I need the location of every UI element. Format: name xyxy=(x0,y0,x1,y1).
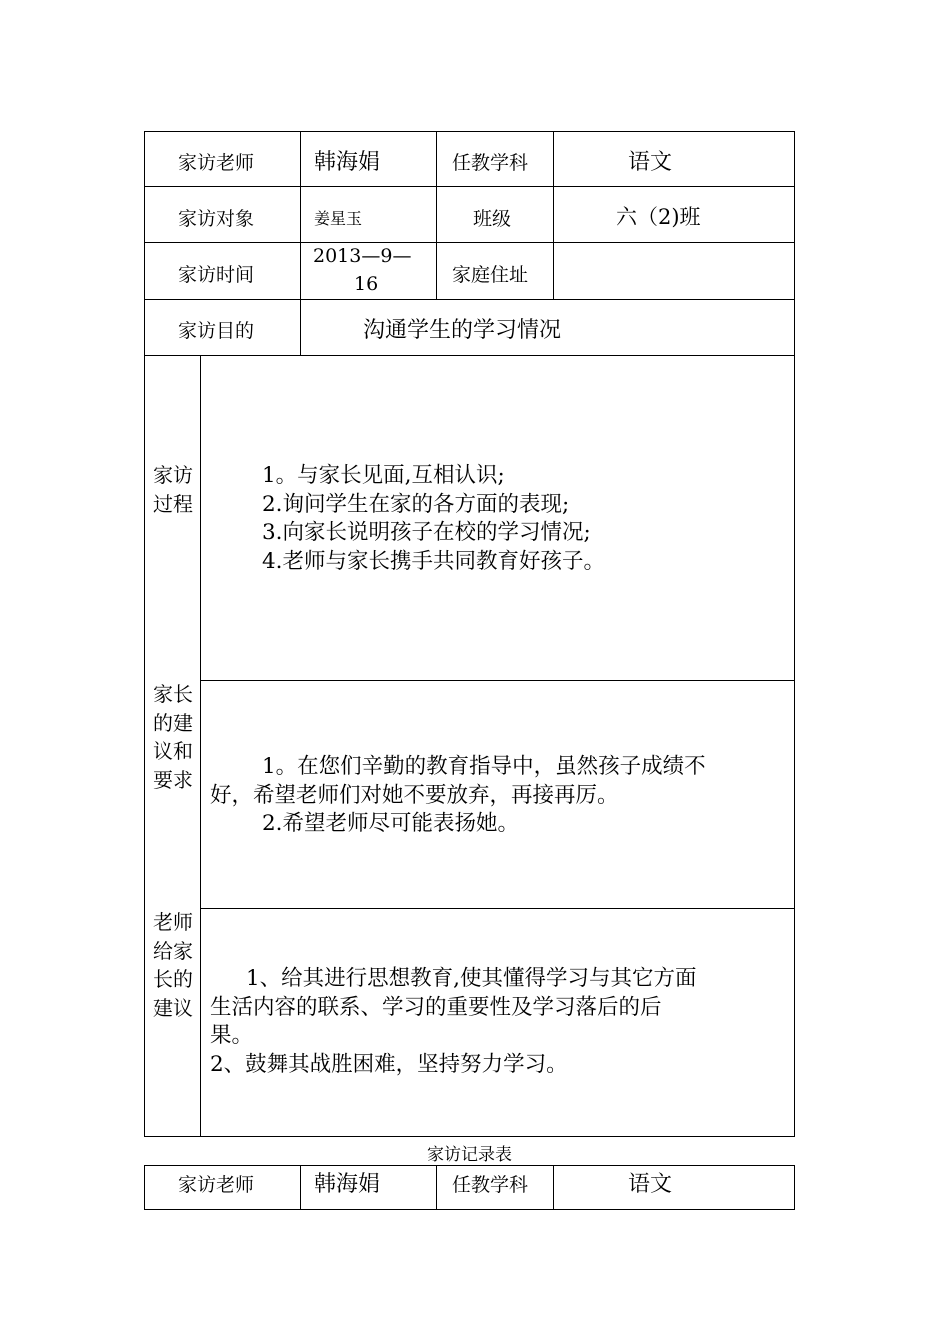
subject-value: 语文 xyxy=(628,150,673,175)
teacher-advice-line: 2、鼓舞其战胜困难，坚持努力学习。 xyxy=(210,1051,568,1077)
time-value-line2: 16 xyxy=(354,273,379,295)
student-label: 家访对象 xyxy=(178,208,255,230)
process-line: 4.老师与家长携手共同教育好孩子。 xyxy=(262,548,606,574)
table-rule xyxy=(144,242,795,243)
subject-value: 语文 xyxy=(628,1172,673,1197)
table-border xyxy=(144,1165,145,1210)
teacher-advice-line: 果。 xyxy=(210,1023,254,1048)
table-border xyxy=(794,1165,795,1210)
teacher-advice-line: 1、给其进行思想教育,使其懂得学习与其它方面 xyxy=(246,966,697,991)
student-value: 姜星玉 xyxy=(314,209,363,228)
class-value: 六（2)班 xyxy=(616,205,701,229)
parent-suggestion-line: 2.希望老师尽可能表扬她。 xyxy=(262,811,520,836)
parent-suggestion-label: 家长的建议和要求 xyxy=(153,682,193,792)
subject-label: 任教学科 xyxy=(452,152,529,174)
table-rule xyxy=(144,355,795,356)
purpose-label: 家访目的 xyxy=(178,320,255,342)
table-rule xyxy=(300,131,301,356)
teacher-label: 家访老师 xyxy=(178,1174,255,1196)
teacher-advice-content xyxy=(210,965,697,1079)
process-label: 家访过程 xyxy=(153,463,193,516)
time-label: 家访时间 xyxy=(178,264,255,286)
teacher-value: 韩海娟 xyxy=(314,1172,381,1197)
parent-suggestion-line: 好，希望老师们对她不要放弃，再接再厉。 xyxy=(210,782,619,808)
purpose-value: 沟通学生的学习情况 xyxy=(363,318,562,343)
parent-suggestion-content xyxy=(210,753,706,839)
table-border xyxy=(144,1165,795,1166)
table-rule xyxy=(200,908,795,909)
table-rule xyxy=(144,299,795,300)
table-rule xyxy=(436,1165,437,1210)
table-rule xyxy=(200,680,795,681)
table-border xyxy=(794,131,795,1137)
teacher-advice-label: 老师给家长的建议 xyxy=(153,910,193,1020)
table-rule xyxy=(436,131,437,300)
address-label: 家庭住址 xyxy=(452,264,529,286)
process-line: 1。与家长见面,互相认识; xyxy=(262,463,505,488)
parent-suggestion-line: 1。在您们辛勤的教育指导中，虽然孩子成绩不 xyxy=(262,754,706,779)
teacher-advice-line: 生活内容的联系、学习的重要性及学习落后的后 xyxy=(210,994,662,1020)
table-rule xyxy=(144,186,795,187)
table-border xyxy=(144,131,795,132)
table-caption: 家访记录表 xyxy=(427,1145,512,1165)
table-border xyxy=(144,1136,795,1137)
process-line: 3.向家长说明孩子在校的学习情况; xyxy=(262,520,591,545)
process-content xyxy=(262,462,605,576)
table-border xyxy=(144,1209,795,1210)
table-rule xyxy=(553,131,554,300)
teacher-value: 韩海娟 xyxy=(314,150,381,175)
process-line: 2.询问学生在家的各方面的表现; xyxy=(262,491,570,517)
teacher-label: 家访老师 xyxy=(178,152,255,174)
time-value-line1: 2013—9— xyxy=(313,245,412,267)
class-label: 班级 xyxy=(473,208,512,230)
table-rule xyxy=(553,1165,554,1210)
table-rule xyxy=(300,1165,301,1210)
subject-label: 任教学科 xyxy=(452,1174,529,1196)
